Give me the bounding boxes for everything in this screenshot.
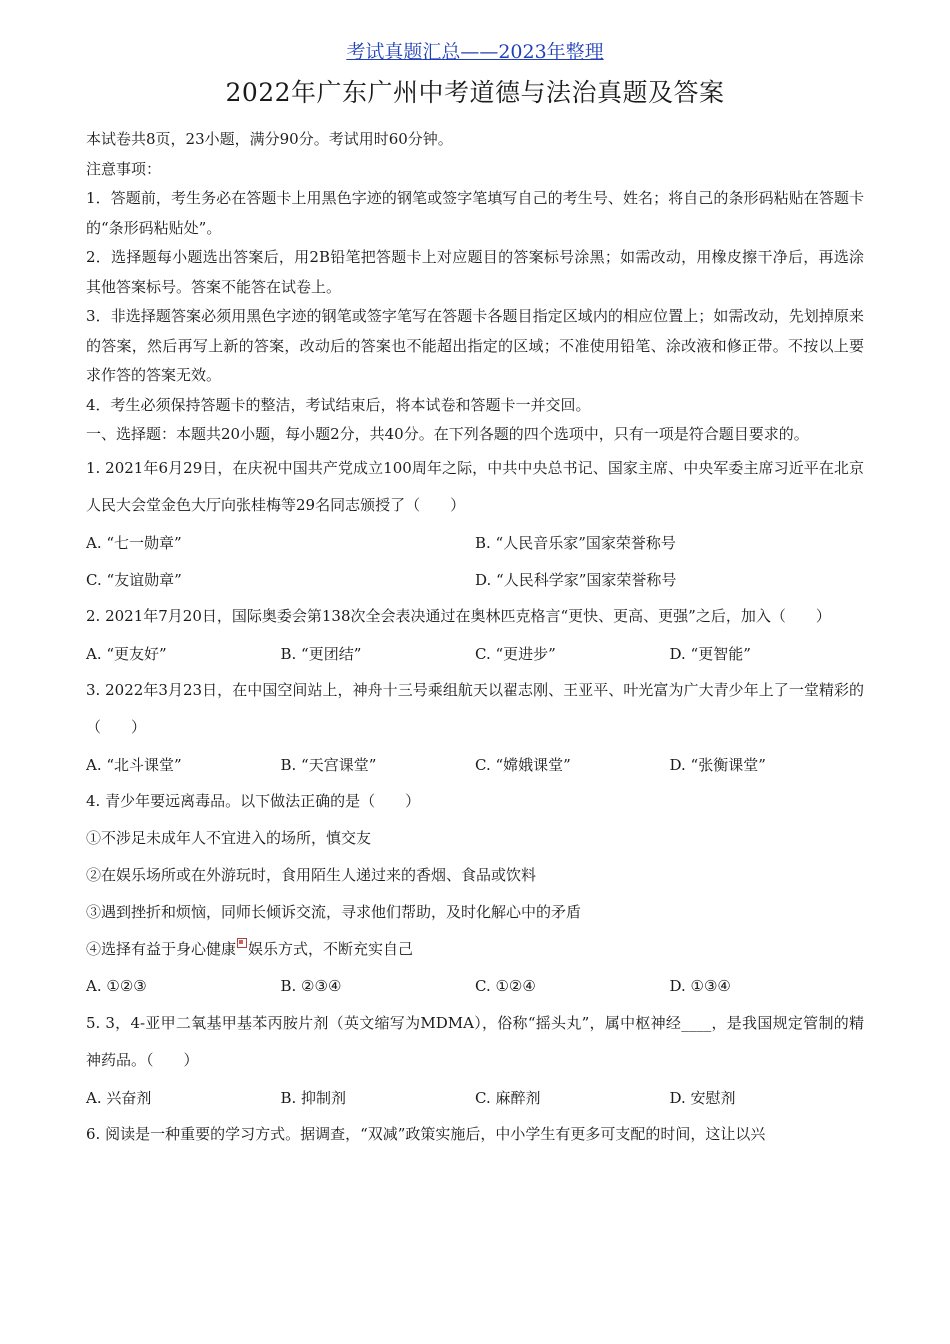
notice-heading: 注意事项：: [86, 159, 162, 178]
exam-content: [86, 125, 864, 1153]
intro-text: 本试卷共8页，23小题，满分90分。考试用时60分钟。: [86, 130, 453, 148]
question-4-statement-4: [86, 931, 864, 968]
question-4-statement-1: ①不涉足未成年人不宜进入的场所，慎交友: [86, 828, 372, 847]
question-4-options: [86, 968, 864, 1005]
question-4-option-c: C. ①②④: [475, 977, 536, 995]
question-1-option-c: C. “友谊勋章”: [86, 570, 182, 589]
notice-item-2: 2．选择题每小题选出答案后，用2B铅笔把答题卡上对应题目的答案标号涂黑；如需改动，用橡皮擦干净后，再选涂其他答案标号。答案不能答在试卷上。: [86, 248, 864, 296]
question-4-statement-2: ②在娱乐场所或在外游玩时，食用陌生人递过来的香烟、食品或饮料: [86, 865, 537, 884]
question-5-option-d: D. 安慰剂: [669, 1088, 736, 1107]
question-1-option-a: A. “七一勋章”: [86, 533, 182, 552]
question-6-stem: 6. 阅读是一种重要的学习方式。据调查，“双减”政策实施后，中小学生有更多可支配的时间，这让以兴: [86, 1124, 766, 1143]
section-heading: 一、选择题：本题共20小题，每小题2分，共40分。在下列各题的四个选项中，只有一项是符合题目要求的。: [86, 425, 809, 443]
notice-item-4: 4．考生必须保持答题卡的整洁，考试结束后，将本试卷和答题卡一并交回。: [86, 395, 591, 414]
question-3-option-c: C. “嫦娥课堂”: [475, 755, 571, 774]
question-2-stem: 2. 2021年7月20日，国际奥委会第138次全会表决通过在奥林匹克格言“更快、更高、更强”之后，加入（ ）: [86, 606, 831, 625]
question-5-option-c: C. 麻醉剂: [475, 1088, 541, 1107]
question-2-options: [86, 635, 864, 672]
question-3-options: [86, 746, 864, 783]
header-link-text[interactable]: 考试真题汇总——2023年整理: [346, 41, 604, 63]
question-2-option-d: D. “更智能”: [669, 644, 751, 663]
notice-item-3: 3．非选择题答案必须用黑色字迹的钢笔或签字笔写在答题卡各题目指定区域内的相应位置上；如需改动，先划掉原来的答案，然后再写上新的答案，改动后的答案也不能超出指定的区域；不准使用铅笔、涂改液和修正带。不按以上要求作答的答案无效。: [86, 307, 864, 384]
question-1-stem: 1. 2021年6月29日，在庆祝中国共产党成立100周年之际，中共中央总书记、国家主席、中央军委主席习近平在北京人民大会堂金色大厅向张桂梅等29名同志颁授了（ ）: [86, 458, 864, 514]
question-1-option-b: B. “人民音乐家”国家荣誉称号: [475, 533, 676, 552]
question-3-stem: 3. 2022年3月23日，在中国空间站上，神舟十三号乘组航天以翟志刚、王亚平、叶光富为广大青少年上了一堂精彩的（ ）: [86, 680, 864, 736]
notice-item-1: 1．答题前，考生务必在答题卡上用黑色字迹的钢笔或签字笔填写自己的考生号、姓名；将自己的条形码粘贴在答题卡的“条形码粘贴处”。: [86, 189, 864, 237]
question-4-statement-4-part-2: 娱乐方式，不断充实自己: [248, 939, 414, 958]
question-5-option-b: B. 抑制剂: [280, 1088, 347, 1107]
question-2-option-b: B. “更团结”: [280, 644, 362, 663]
question-3-option-a: A. “北斗课堂”: [86, 755, 182, 774]
question-4-statement-3: ③遇到挫折和烦恼，同师长倾诉交流，寻求他们帮助，及时化解心中的矛盾: [86, 902, 582, 921]
question-5-option-a: A. 兴奋剂: [86, 1088, 152, 1107]
question-1-options-row-1: [86, 524, 864, 561]
question-2-option-a: A. “更友好”: [86, 644, 167, 663]
question-5-stem: 5. 3，4-亚甲二氧基甲基苯丙胺片剂（英文缩写为MDMA），俗称“摇头丸”，属中枢神经____，是我国规定管制的精神药品。（ ）: [86, 1013, 864, 1069]
broken-image-icon: [237, 938, 247, 948]
page-title: 2022年广东广州中考道德与法治真题及答案: [225, 78, 725, 107]
question-1-option-d: D. “人民科学家”国家荣誉称号: [475, 570, 677, 589]
question-2-option-c: C. “更进步”: [475, 644, 556, 663]
header-link[interactable]: [0, 40, 950, 64]
question-4-stem: 4. 青少年要远离毒品。以下做法正确的是（ ）: [86, 791, 421, 810]
question-5-options: [86, 1079, 864, 1116]
question-4-option-b: B. ②③④: [280, 977, 342, 995]
question-4-option-d: D. ①③④: [669, 977, 731, 995]
question-3-option-d: D. “张衡课堂”: [669, 755, 766, 774]
question-3-option-b: B. “天宫课堂”: [280, 755, 377, 774]
question-4-option-a: A. ①②③: [86, 977, 147, 995]
question-1-options-row-2: [86, 561, 864, 598]
question-4-statement-4-part-1: ④选择有益于身心健康: [86, 939, 237, 958]
